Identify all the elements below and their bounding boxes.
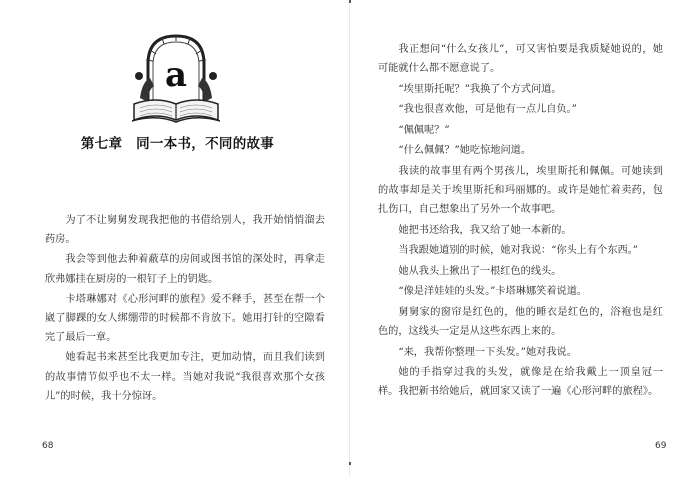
right-page bbox=[350, 0, 700, 480]
page-number-right: 69 bbox=[655, 441, 667, 451]
chapter-title: 第七章 同一本书，不同的故事 bbox=[80, 136, 275, 152]
paragraph: 她的手指穿过我的头发，就像是在给我戴上一顶皇冠一样。我把新书给她后，就回家又读了一遍《心形河畔的旅程》。 bbox=[378, 367, 663, 398]
paragraph: 她看起书来甚至比我更加专注，更加动情，而且我们读到的故事情节似乎也不太一样。当她对我说“我很喜欢那个女孩儿”的时候，我十分惊讶。 bbox=[45, 352, 325, 402]
paragraph: 我读的故事里有两个男孩儿，埃里斯托和佩佩。可她读到的故事却是关于埃里斯托和玛丽娜的。或许是她忙着卖药，包扎伤口，自己想象出了另外一个故事吧。 bbox=[378, 165, 663, 216]
left-page-body bbox=[45, 211, 325, 406]
chapter-illustration bbox=[126, 30, 226, 126]
right-page-body bbox=[378, 40, 663, 402]
paragraph: 当我跟她道别的时候，她对我说：“你头上有个东西。” bbox=[398, 245, 639, 257]
paragraph: 舅舅家的窗帘是红色的，他的睡衣是红色的，浴袍也是红色的，这线头一定是从这些东西上来的。 bbox=[378, 306, 663, 338]
paragraph: 她从我头上揪出了一根红色的线头。 bbox=[398, 265, 562, 277]
paragraph: “像是洋娃娃的头发。”卡塔琳娜笑着说道。 bbox=[398, 286, 588, 298]
drop-cap-letter: a bbox=[164, 55, 188, 95]
paragraph: “什么佩佩？”她吃惊地问道。 bbox=[398, 145, 532, 157]
paragraph: 她把书还给我，我又给了她一本新的。 bbox=[398, 224, 572, 236]
paragraph: “我也很喜欢他，可是他有一点儿自负。” bbox=[398, 104, 577, 116]
paragraph: 我正想问“什么女孩儿”，可又害怕要是我质疑她说的，她可能就什么都不愿意说了。 bbox=[378, 44, 663, 75]
paragraph: “埃里斯托呢？”我换了个方式问道。 bbox=[398, 83, 562, 95]
paragraph: 卡塔琳娜对《心形河畔的旅程》爱不释手，甚至在帮一个崴了脚踝的女人绑绷带的时候都不肯放下。她用打针的空隙看完了最后一章。 bbox=[45, 293, 325, 344]
paragraph: 我会等到他去种着蔽草的房间或图书馆的深处时，再拿走欣弗娜挂在厨房的一根钉子上的钥匙。 bbox=[45, 254, 325, 285]
page-number-left: 68 bbox=[42, 441, 54, 451]
paragraph: “来，我帮你整理一下头发。”她对我说。 bbox=[398, 346, 577, 358]
paragraph: “佩佩呢？” bbox=[398, 124, 450, 136]
paragraph: 为了不让舅舅发现我把他的书借给别人，我开始悄悄溜去药房。 bbox=[45, 215, 325, 246]
